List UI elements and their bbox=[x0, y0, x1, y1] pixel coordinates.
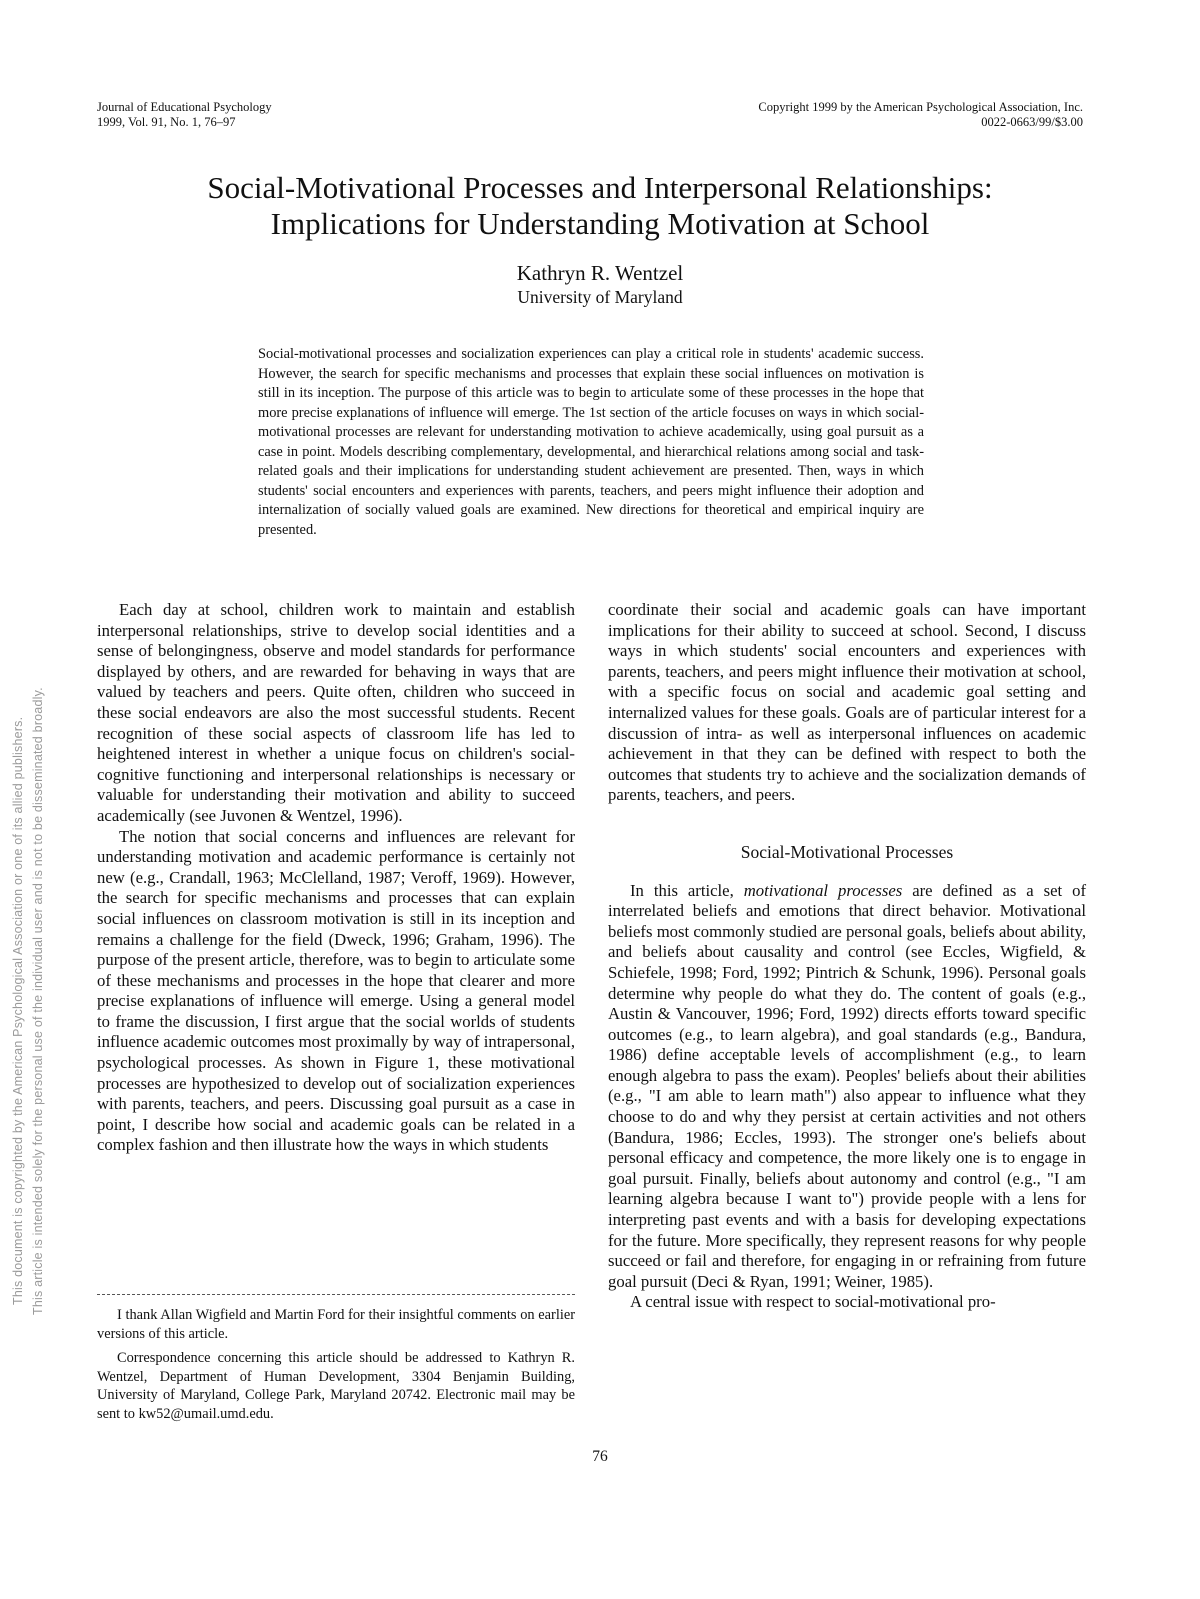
footnote-correspondence: Correspondence concerning this article should be addressed to Kathryn R. Wentzel, Department of Human Development, 3304 Benjamin Building, University of Maryland, College Park, Maryland 20742. Electronic mail may be sent to kw52@umail.umd.edu. bbox=[97, 1350, 575, 1422]
paragraph: Each day at school, children work to maintain and establish interpersonal relationships, strive to develop social identities and a sense of belongingness, observe and model standards for performance displayed by others, and are rewarded for behaving in ways that are valued by teachers and peers. Quite often, children who succeed in these social endeavors are also the most successful students. Recent recognition of these social aspects of classroom life has led to heightened interest in whether a unique focus on children's social-cognitive functioning and interpersonal relationships is necessary or valuable for understanding their motivation and ability to succeed academically (see Juvonen & Wentzel, 1996). bbox=[97, 600, 575, 825]
footnotes bbox=[97, 1306, 575, 1430]
copyright-notice bbox=[758, 100, 1083, 130]
defined-term: motivational processes bbox=[743, 880, 903, 900]
paragraph: The notion that social concerns and influences are relevant for understanding motivation and academic performance is certainly not new (e.g., Crandall, 1963; McClelland, 1987; Veroff, 1969). However, the search for specific mechanisms and processes that can explain social influences on classroom motivation is still in its inception and remains a challenge for the field (Dweck, 1996; Graham, 1996). The purpose of the present article, therefore, was to begin to articulate some of these mechanisms and processes in the hope that clearer and more precise explanations of influence will emerge. Using a general model to frame the discussion, I first argue that the social worlds of students influence academic outcomes most proximally by way of intrapersonal, psychological processes. As shown in Figure 1, these motivational processes are hypothesized to develop out of socialization experiences with parents, teachers, and peers. Discussing goal pursuit as a case in point, I describe how social and academic goals can be related in a complex fashion and then illustrate how the ways in which students bbox=[97, 826, 575, 1155]
watermark-line-2: This article is intended solely for the personal use of the individual user and is not to be disseminated broadly. bbox=[31, 687, 45, 1315]
paragraph: A central issue with respect to social-motivational pro- bbox=[630, 1292, 996, 1312]
page-number: 76 bbox=[592, 1448, 608, 1465]
author-name: Kathryn R. Wentzel bbox=[516, 261, 684, 285]
article-title bbox=[120, 170, 1080, 242]
article-code: 0022-0663/99/$3.00 bbox=[981, 115, 1083, 129]
copyright-text: Copyright 1999 by the American Psychological Association, Inc. bbox=[758, 100, 1083, 114]
title-line-1: Social-Motivational Processes and Interpersonal Relationships: bbox=[207, 170, 993, 205]
watermark-line-1: This document is copyrighted by the American Psychological Association or one of its allied publishers. bbox=[11, 716, 25, 1305]
footnote-acknowledgment: I thank Allan Wigfield and Martin Ford for their insightful comments on earlier versions of this article. bbox=[97, 1307, 575, 1342]
section-heading: Social-Motivational Processes bbox=[740, 841, 954, 862]
paragraph bbox=[608, 881, 1086, 1293]
journal-name: Journal of Educational Psychology bbox=[97, 100, 272, 114]
footnote-divider bbox=[97, 1294, 575, 1295]
paragraph: coordinate their social and academic goals can have important implications for their ability to succeed at school. Second, I discuss ways in which students' social encounters and experiences with parents, teachers, and peers might influence their motivation at school, with a specific focus on social and academic goal setting and internalized values for these goals. Goals are of particular interest for a discussion of intra- as well as interpersonal influences on academic achievement in that they can be defined with respect to both the outcomes that students try to achieve and the socialization demands of parents, teachers, and peers. bbox=[608, 600, 1086, 805]
paragraph-start: In this article, bbox=[630, 880, 734, 900]
paragraph-rest: are defined as a set of interrelated beliefs and emotions that direct behavior. Motivational beliefs most commonly studied are personal goals, beliefs about ability, and beliefs about causality and control (see Eccles, Wigfield, & Schiefele, 1998; Ford, 1992; Pintrich & Schunk, 1996). Personal goals determine why people do what they do. The content of goals (e.g., Austin & Vancouver, 1996; Ford, 1992) directs efforts toward specific outcomes (e.g., to learn algebra), and goal standards (e.g., Bandura, 1986) define acceptable levels of accomplishment (e.g., to learn enough algebra to pass the exam). Peoples' beliefs about their abilities (e.g., "I am able to learn math") also appear to influence what they choose to do and why they persist at certain activities and not others (Bandura, 1986; Eccles, 1993). The stronger one's beliefs about personal efficacy and competence, the more likely one is to engage in goal pursuit. Finally, beliefs about autonomy and control (e.g., "I am learning algebra because I want to") provide people with a lens for interpreting past events and with a basis for developing expectations for the future. More specifically, they represent reasons for why people succeed or fail and therefore, for engaging in or refraining from future goal pursuit (Deci & Ryan, 1991; Weiner, 1985). bbox=[608, 880, 1087, 1291]
left-column bbox=[97, 600, 575, 1156]
right-column bbox=[608, 600, 1086, 1313]
author-affiliation: University of Maryland bbox=[517, 287, 683, 307]
volume-info: 1999, Vol. 91, No. 1, 76–97 bbox=[97, 115, 236, 129]
journal-citation bbox=[97, 100, 272, 130]
abstract: Social-motivational processes and socialization experiences can play a critical role in students' academic success. However, the search for specific mechanisms and processes that explain these social influences on motivation is still in its inception. The purpose of this article was to begin to articulate some of these processes in the hope that more precise explanations of influence will emerge. The 1st section of the article focuses on ways in which social-motivational processes are relevant for understanding motivation to achieve academically, using goal pursuit as a case in point. Models describing complementary, developmental, and hierarchical relations among social and task-related goals and their implications for understanding student achievement are presented. Then, ways in which students' social encounters and experiences with parents, teachers, and peers might influence their adoption and internalization of socially valued goals are examined. New directions for theoretical and empirical inquiry are presented. bbox=[258, 346, 924, 538]
title-line-2: Implications for Understanding Motivation at School bbox=[270, 206, 930, 241]
